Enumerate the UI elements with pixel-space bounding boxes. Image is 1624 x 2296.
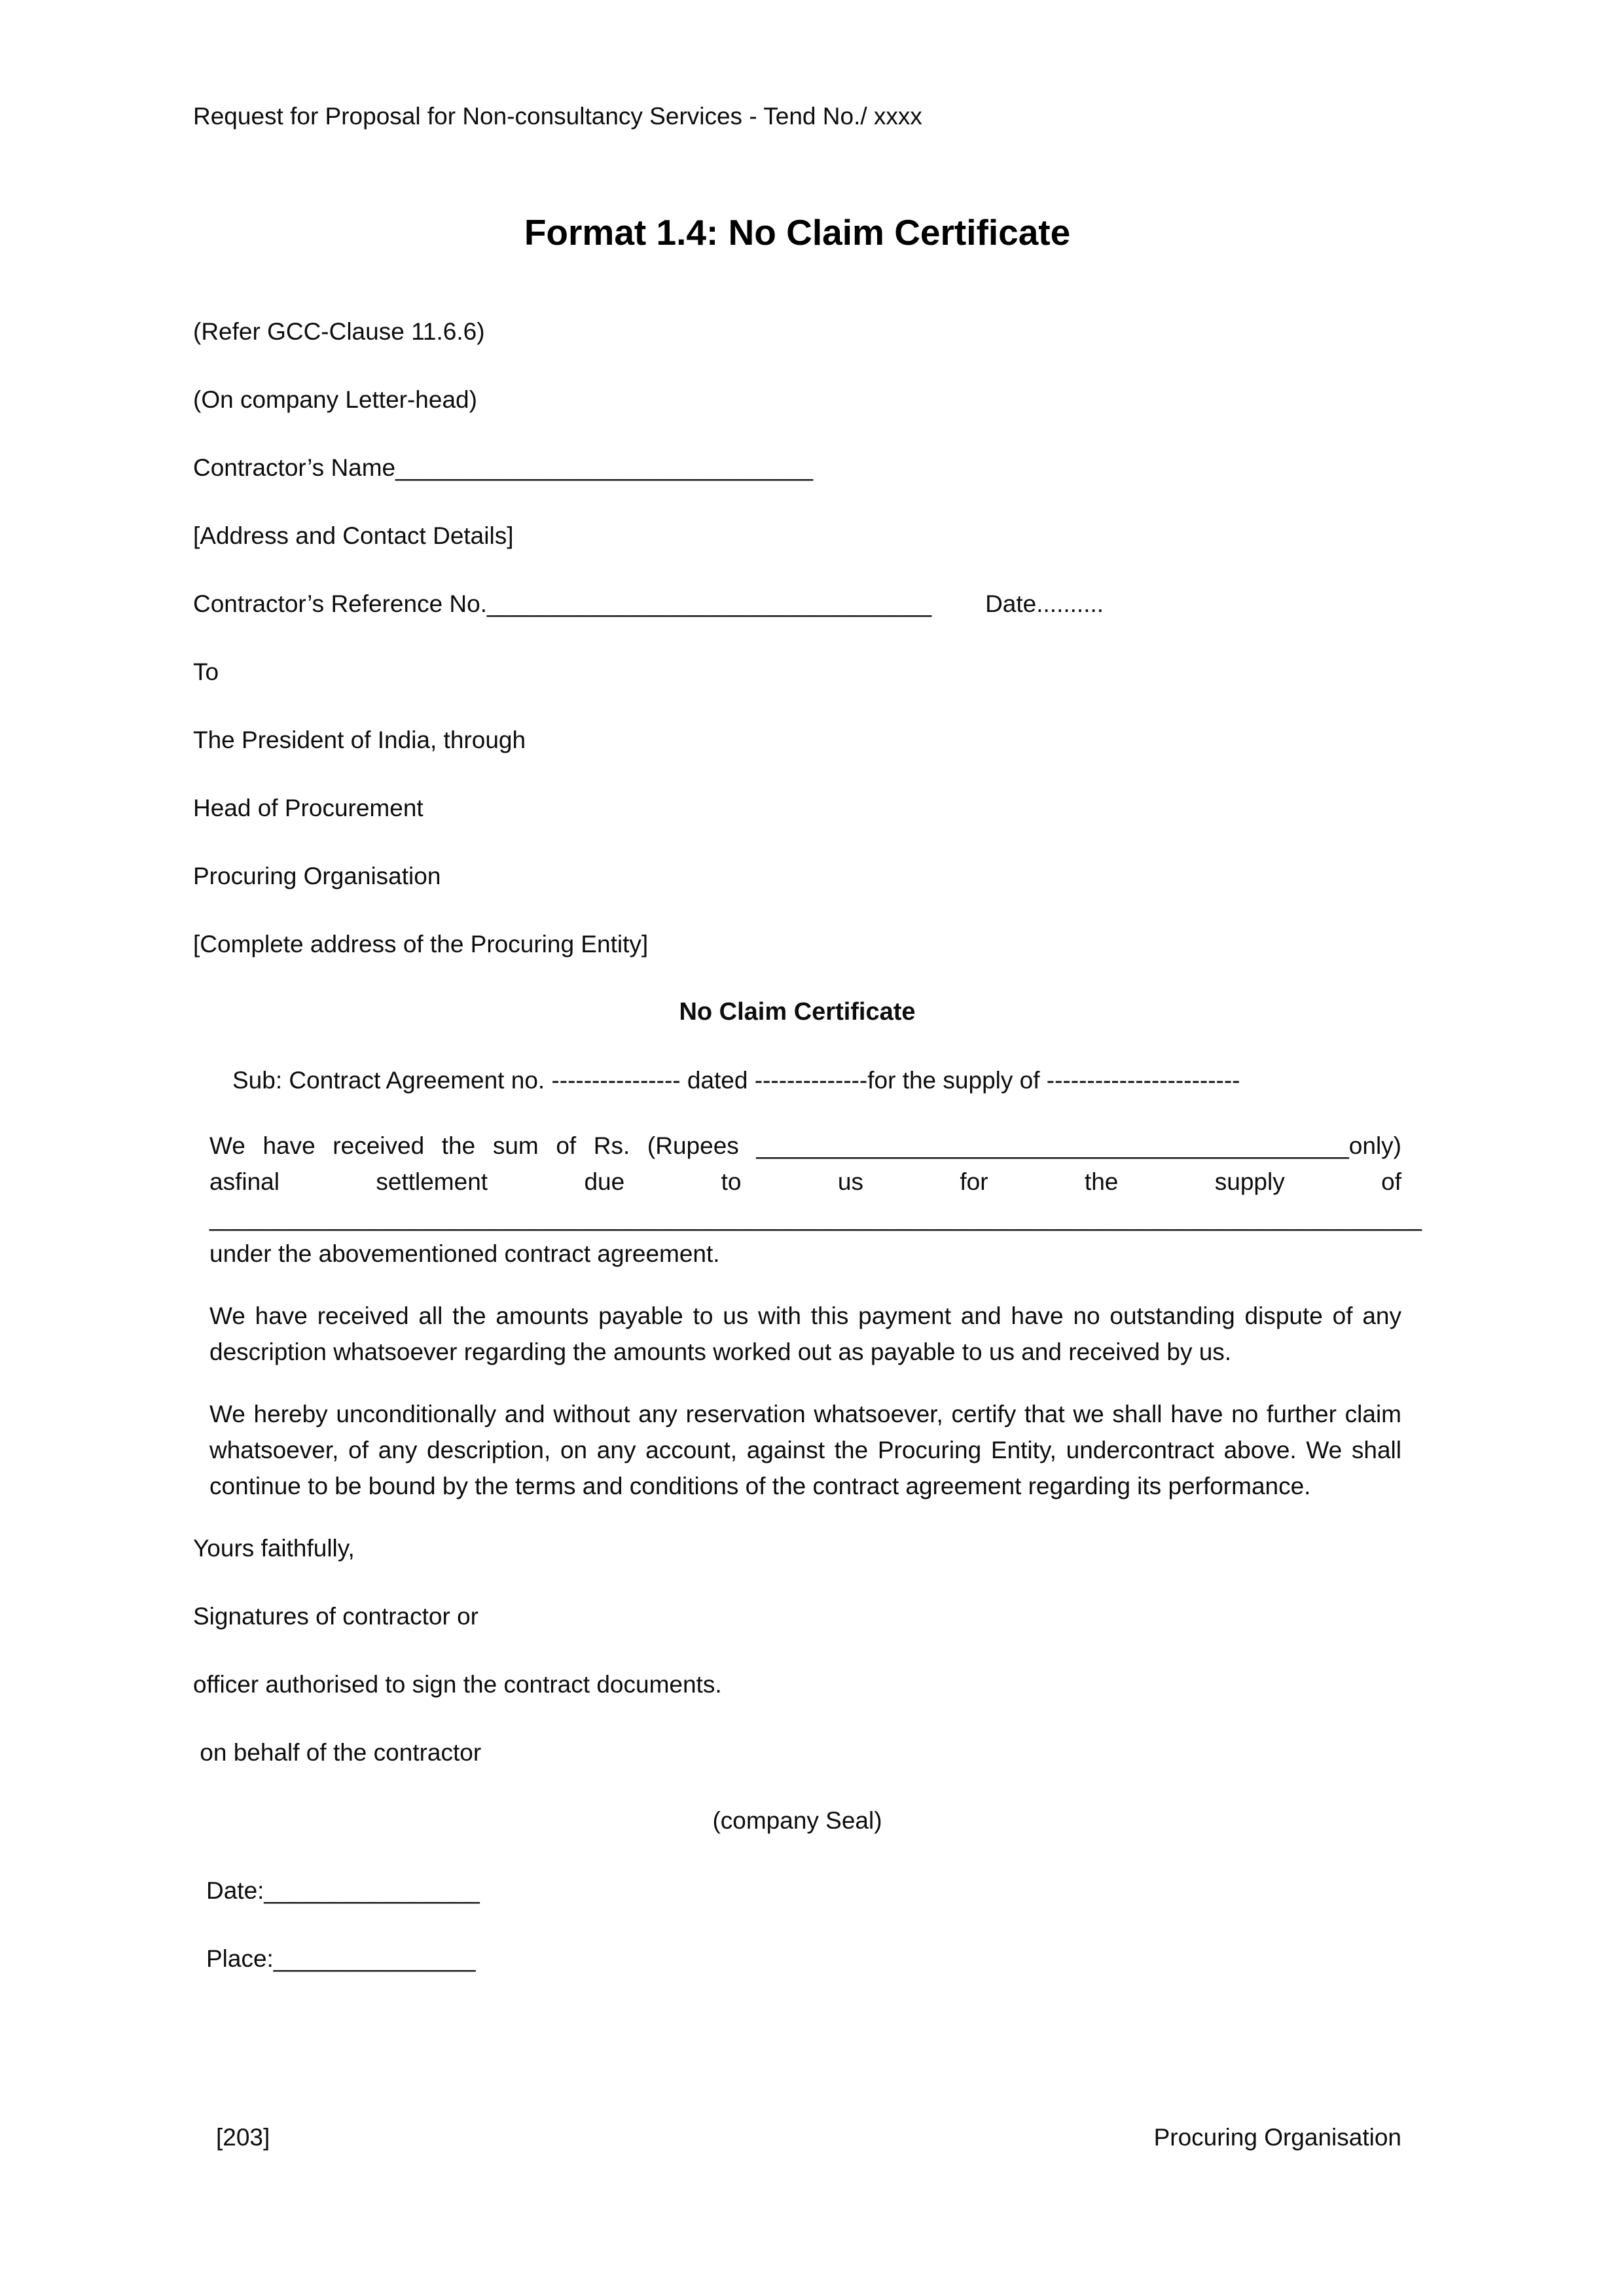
addressee-president-line: The President of India, through	[193, 726, 526, 753]
date-dotted-line: Date..........	[985, 590, 1104, 617]
document-content	[193, 98, 1422, 2009]
refer-clause-line: (Refer GCC-Clause 11.6.6)	[193, 318, 485, 345]
certificate-paragraph-1	[193, 1128, 1422, 1272]
contractor-reference-line: Contractor’s Reference No._________________________________	[193, 590, 932, 617]
footer-organisation: Procuring Organisation	[1153, 2124, 1401, 2151]
certificate-paragraph-3: We hereby unconditionally and without any reservation whatsoever, certify that we shall have no further claim whatsoever, of any description, on any account, against the Procuring Entity, undercontract above. We shall continue to be bound by the terms and conditions of the contract agreement regarding its performance.	[209, 1401, 1401, 1499]
addressee-organisation-line: Procuring Organisation	[193, 863, 441, 889]
letterhead-note-line: (On company Letter-head)	[193, 386, 477, 413]
paragraph-1-line-4: under the abovementioned contract agreement.	[209, 1240, 720, 1267]
address-details-line: [Address and Contact Details]	[193, 522, 514, 549]
certificate-heading: No Claim Certificate	[679, 998, 916, 1026]
certificate-paragraph-2: We have received all the amounts payable to us with this payment and have no outstanding dispute of any description whatsoever regarding the amounts worked out as payable to us and received by us.	[209, 1302, 1401, 1365]
addressee-head-line: Head of Procurement	[193, 795, 424, 821]
subject-line: Sub: Contract Agreement no. ---------------- dated --------------for the supply of ------------------------	[232, 1067, 1240, 1094]
signature-line-2: officer authorised to sign the contract documents.	[193, 1671, 722, 1698]
yours-faithfully-line: Yours faithfully,	[193, 1535, 355, 1562]
paragraph-1-blank-rule: __________________________________________________________________________________________	[209, 1204, 1422, 1231]
page-title: Format 1.4: No Claim Certificate	[524, 212, 1071, 253]
company-seal-line: (company Seal)	[712, 1807, 882, 1834]
contractor-name-line: Contractor’s Name_______________________________	[193, 454, 814, 481]
paragraph-1-line-2: asfinal settlement due to us for the supply of	[209, 1168, 1401, 1195]
paragraph-1-line-1: We have received the sum of Rs. (Rupees ____________________________________________only)	[209, 1132, 1401, 1159]
addressee-complete-address-line: [Complete address of the Procuring Entity]	[193, 931, 649, 958]
date-blank-line: Date:________________	[206, 1877, 480, 1904]
place-blank-line: Place:_______________	[206, 1945, 476, 1972]
signature-line-1: Signatures of contractor or	[193, 1603, 478, 1630]
page-number: [203]	[216, 2124, 270, 2151]
reference-date-row	[193, 586, 1401, 622]
to-label: To	[193, 658, 219, 685]
signature-line-3: on behalf of the contractor	[193, 1739, 482, 1766]
page-footer	[193, 2119, 1401, 2155]
running-header: Request for Proposal for Non-consultancy Services - Tend No./ xxxx	[193, 103, 922, 130]
